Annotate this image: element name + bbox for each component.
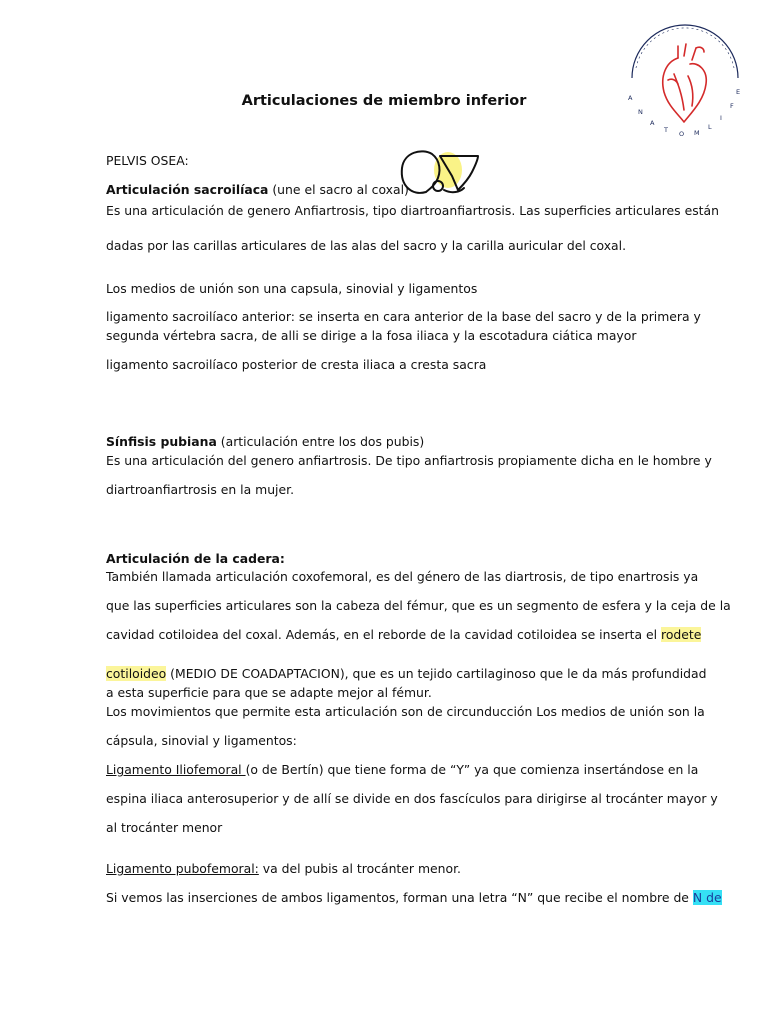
heading-bold: Articulación de la cadera:	[106, 551, 285, 566]
section-heading-cadera	[106, 551, 285, 567]
anatomlife-logo	[622, 18, 748, 144]
paragraph-line: Es una articulación del genero anfiartrosis. De tipo anfiartrosis propiamente dicha en le hombre y	[106, 453, 712, 468]
logo-letter: A	[650, 119, 655, 127]
sacrum-sketch	[396, 146, 486, 208]
paragraph-line: Los movimientos que permite esta articulación son de circunducción Los medios de unión son la	[106, 704, 705, 719]
text-run: (MEDIO DE COADAPTACION), que es un tejido cartilaginoso que le da más profundidad	[166, 666, 707, 681]
paragraph-line: que las superficies articulares son la cabeza del fémur, que es un segmento de esfera y la ceja de la	[106, 598, 731, 613]
heading-bold: Sínfisis pubiana	[106, 434, 217, 449]
logo-letter: T	[664, 126, 668, 134]
heading-note: (articulación entre los dos pubis)	[216, 434, 425, 449]
logo-letter: F	[730, 102, 734, 110]
paragraph-line: diartroanfiartrosis en la mujer.	[106, 482, 295, 497]
highlighted-term: rodete	[661, 627, 702, 642]
document-title: Articulaciones de miembro inferior	[241, 93, 527, 109]
text-run: va del pubis al trocánter menor.	[258, 861, 461, 876]
paragraph-line: cápsula, sinovial y ligamentos:	[106, 733, 297, 748]
paragraph-line: ligamento sacroilíaco posterior de cresta iliaca a cresta sacra	[106, 357, 487, 372]
logo-letter: A	[628, 94, 633, 102]
section-heading-pelvis: PELVIS OSEA:	[106, 153, 189, 168]
paragraph-line	[106, 762, 698, 778]
paragraph-line	[106, 890, 722, 906]
logo-letter: I	[720, 114, 722, 122]
section-heading-sinfisis	[106, 434, 424, 450]
text-run: Si vemos las inserciones de ambos ligamentos, forman una letra “N” que recibe el nombre de	[106, 890, 693, 905]
text-run: cavidad cotiloidea del coxal. Además, en el reborde de la cavidad cotiloidea se inserta el	[106, 627, 662, 642]
highlighted-term: cotiloideo	[106, 666, 167, 681]
paragraph-line: segunda vértebra sacra, de alli se dirige a la fosa iliaca y la escotadura ciática mayor	[106, 328, 637, 343]
paragraph-line: a esta superficie para que se adapte mejor al fémur.	[106, 685, 432, 700]
paragraph-line: Los medios de unión son una capsula, sinovial y ligamentos	[106, 281, 478, 296]
logo-letter: N	[638, 108, 643, 116]
heading-bold: Articulación sacroilíaca	[106, 182, 269, 197]
paragraph-line: ligamento sacroilíaco anterior: se inserta en cara anterior de la base del sacro y de la primera y	[106, 309, 701, 324]
heading-note: (une el sacro al coxal)	[268, 182, 409, 197]
paragraph-line: espina iliaca anterosuperior y de allí se divide en dos fascículos para dirigirse al trocánter mayor y	[106, 791, 718, 806]
paragraph-line: al trocánter menor	[106, 820, 223, 835]
paragraph-line: También llamada articulación coxofemoral, es del género de las diartrosis, de tipo enartrosis ya	[106, 569, 699, 584]
paragraph-line	[106, 627, 701, 643]
section-heading-sacroiliaca	[106, 182, 409, 198]
paragraph-line: dadas por las carillas articulares de las alas del sacro y la carilla auricular del coxal.	[106, 238, 627, 253]
paragraph-line	[106, 861, 461, 877]
text-run: (o de Bertín) que tiene forma de “Y” ya que comienza insertándose en la	[245, 762, 699, 777]
highlighted-term: N de	[692, 890, 722, 905]
ligament-name: Ligamento Iliofemoral	[106, 762, 246, 777]
paragraph-line	[106, 666, 707, 682]
logo-letter: L	[708, 123, 712, 131]
paragraph-line: Es una articulación de genero Anfiartrosis, tipo diartroanfiartrosis. Las superficies articulares están	[106, 203, 719, 218]
ligament-name: Ligamento pubofemoral:	[106, 861, 259, 876]
logo-letter: M	[694, 129, 700, 137]
logo-letter: E	[736, 88, 741, 96]
logo-letter: O	[679, 130, 685, 138]
